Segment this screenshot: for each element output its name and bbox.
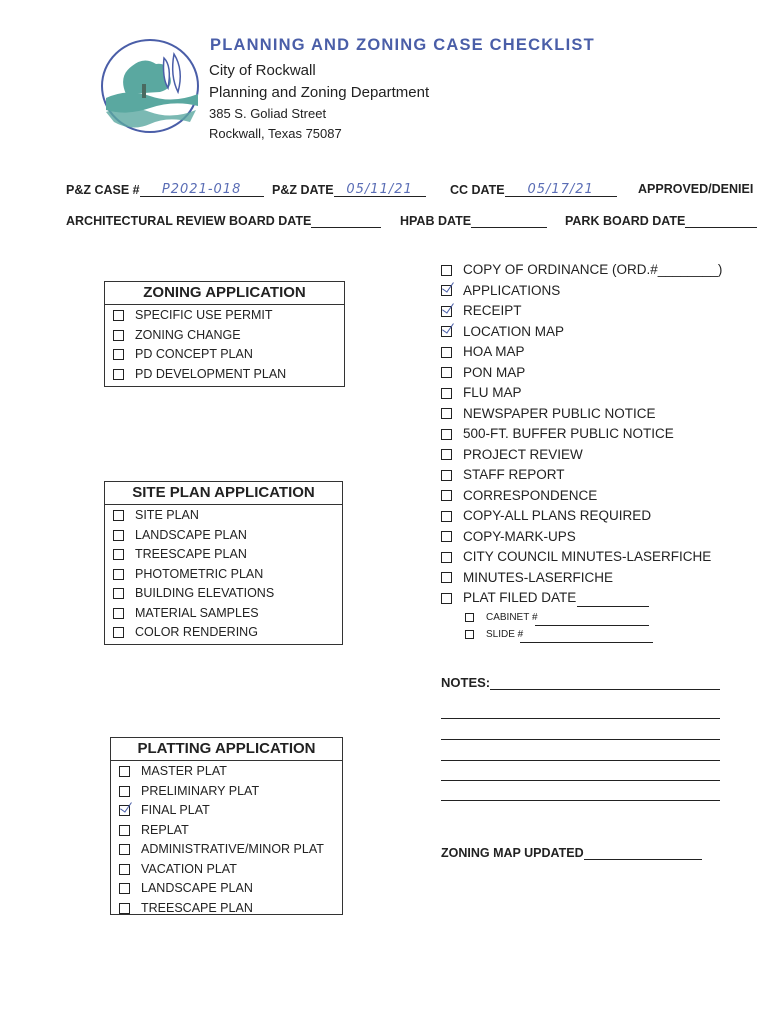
checkbox[interactable]: [113, 530, 124, 541]
pz-case-field: [66, 182, 264, 197]
checklist-item: [441, 506, 722, 527]
checklist-items: [441, 260, 722, 609]
site-plan-item: [113, 584, 342, 604]
checkbox[interactable]: [441, 511, 452, 522]
checkbox[interactable]: [119, 825, 130, 836]
checkbox[interactable]: [441, 408, 452, 419]
checkbox[interactable]: [119, 903, 130, 914]
checklist-item: [441, 363, 722, 384]
checklist-item-label: CITY COUNCIL MINUTES-LASERFICHE: [463, 549, 712, 564]
checkbox[interactable]: [441, 367, 452, 378]
document-checklist: [441, 260, 722, 643]
platting-item: [119, 840, 342, 860]
site-plan-item: [113, 604, 342, 624]
arb-date-label: ARCHITECTURAL REVIEW BOARD DATE: [66, 214, 312, 228]
checkbox[interactable]: [441, 306, 452, 317]
checkbox[interactable]: [441, 265, 452, 276]
zoning-application-title: ZONING APPLICATION: [105, 282, 344, 305]
checkbox[interactable]: [119, 786, 130, 797]
checkbox[interactable]: [119, 844, 130, 855]
site-plan-item: [113, 565, 342, 585]
pz-date-input[interactable]: [334, 182, 426, 197]
site-plan-item-label: MATERIAL SAMPLES: [135, 605, 259, 620]
site-plan-items: [105, 505, 342, 643]
site-plan-item-label: SITE PLAN: [135, 508, 199, 522]
checklist-sub-item-label: SLIDE #: [486, 628, 524, 640]
zoning-item-label: PD DEVELOPMENT PLAN: [135, 366, 287, 381]
notes-line[interactable]: [441, 739, 720, 740]
site-plan-application-box: [104, 481, 343, 645]
zoning-map-updated-field: [441, 845, 702, 860]
checkbox[interactable]: [119, 766, 130, 777]
zoning-item: [113, 345, 344, 365]
checklist-item: [441, 383, 722, 404]
zoning-item: [113, 326, 344, 346]
checklist-item: [441, 424, 722, 445]
checklist-item-label: MINUTES-LASERFICHE: [463, 569, 614, 585]
zoning-item: [113, 306, 344, 326]
checkbox[interactable]: [119, 864, 130, 875]
checklist-item: [441, 445, 722, 466]
checkbox[interactable]: [465, 613, 474, 622]
checkbox[interactable]: [119, 883, 130, 894]
hpab-date-field: [400, 213, 547, 228]
checkbox[interactable]: [113, 349, 124, 360]
platting-item: [119, 821, 342, 841]
approved-denied-label: APPROVED/DENIEI: [638, 182, 754, 196]
park-board-date-label: PARK BOARD DATE: [565, 214, 686, 228]
cc-date-input[interactable]: [505, 182, 617, 197]
checklist-item-label: 500-FT. BUFFER PUBLIC NOTICE: [463, 426, 674, 441]
checkbox[interactable]: [441, 552, 452, 563]
platting-item: [119, 860, 342, 880]
checklist-item: [441, 281, 722, 302]
pz-case-label: P&Z CASE #: [66, 183, 140, 197]
checklist-item: [441, 568, 722, 589]
slide-input[interactable]: [520, 628, 653, 643]
zoning-items: [105, 305, 344, 384]
checklist-item-label: HOA MAP: [463, 344, 525, 359]
arb-date-input[interactable]: [311, 213, 381, 228]
checklist-item-label: NEWSPAPER PUBLIC NOTICE: [463, 405, 656, 421]
pz-date-value: 05/11/21: [346, 182, 413, 197]
checkbox[interactable]: [441, 326, 452, 337]
notes-line[interactable]: [441, 800, 720, 801]
checklist-item-label: PON MAP: [463, 364, 526, 380]
platting-item-label: TREESCAPE PLAN: [141, 900, 253, 915]
platting-item-label: ADMINISTRATIVE/MINOR PLAT: [141, 842, 324, 856]
plat-filed-date-input[interactable]: [577, 592, 649, 607]
zoning-item-label: SPECIFIC USE PERMIT: [135, 308, 273, 322]
pz-date-label: P&Z DATE: [272, 183, 334, 197]
platting-application-box: [110, 737, 343, 915]
site-plan-item-label: COLOR RENDERING: [135, 625, 258, 639]
checklist-item: [441, 527, 722, 548]
pz-date-field: [272, 182, 426, 197]
notes-line[interactable]: [490, 689, 720, 690]
checklist-item-label: COPY-ALL PLANS REQUIRED: [463, 508, 652, 523]
checklist-item: [441, 547, 722, 568]
platting-item-label: LANDSCAPE PLAN: [141, 881, 253, 895]
checklist-item-label: COPY OF ORDINANCE (ORD.#________): [463, 262, 723, 277]
checklist-item-label: STAFF REPORT: [463, 467, 565, 482]
platting-item: [119, 879, 342, 899]
checkbox[interactable]: [113, 549, 124, 560]
checklist-item-label: APPLICATIONS: [463, 282, 561, 298]
street-address: 385 S. Goliad Street: [209, 106, 327, 121]
site-plan-application-title: SITE PLAN APPLICATION: [105, 482, 342, 505]
zoning-item: [113, 365, 344, 385]
zoning-item-label: ZONING CHANGE: [135, 327, 241, 342]
site-plan-item: [113, 545, 342, 565]
site-plan-item: [113, 506, 342, 526]
checkbox[interactable]: [113, 310, 124, 321]
park-board-date-input[interactable]: [685, 213, 757, 228]
site-plan-item-label: PHOTOMETRIC PLAN: [135, 566, 264, 581]
notes-line[interactable]: [441, 718, 720, 719]
checklist-sub-item-label: CABINET #: [486, 611, 538, 623]
platting-item: [119, 762, 342, 782]
site-plan-item-label: TREESCAPE PLAN: [135, 547, 247, 561]
hpab-date-label: HPAB DATE: [400, 214, 472, 228]
cabinet-input[interactable]: [535, 611, 649, 626]
zoning-application-box: [104, 281, 345, 387]
checkbox[interactable]: [441, 572, 452, 583]
checkbox[interactable]: [113, 510, 124, 521]
platting-item-label: MASTER PLAT: [141, 764, 227, 778]
checkbox[interactable]: [441, 490, 452, 501]
arb-date-field: [66, 213, 381, 228]
platting-item-label: REPLAT: [141, 822, 189, 837]
checklist-item-label: PLAT FILED DATE: [463, 590, 577, 605]
checkbox[interactable]: [113, 330, 124, 341]
checklist-item: [441, 301, 722, 322]
checkbox[interactable]: [441, 593, 452, 604]
pz-case-value: P2021-018: [161, 182, 242, 197]
platting-item-label: PRELIMINARY PLAT: [141, 783, 260, 798]
checklist-item-label: COPY-MARK-UPS: [463, 528, 576, 544]
cc-date-label: CC DATE: [450, 183, 505, 197]
checklist-item-label: CORRESPONDENCE: [463, 487, 598, 503]
site-plan-item-label: LANDSCAPE PLAN: [135, 527, 247, 542]
checkbox[interactable]: [113, 369, 124, 380]
checklist-item-label: RECEIPT: [463, 303, 522, 318]
platting-item-label: FINAL PLAT: [141, 803, 210, 817]
zoning-map-updated-label: ZONING MAP UPDATED: [441, 846, 584, 860]
document-title: PLANNING AND ZONING CASE CHECKLIST: [210, 36, 595, 54]
pz-case-input[interactable]: [140, 182, 264, 197]
site-plan-item: [113, 526, 342, 546]
notes-line[interactable]: [441, 760, 720, 761]
platting-item: [119, 899, 342, 919]
notes-line[interactable]: [441, 780, 720, 781]
platting-item-label: VACATION PLAT: [141, 861, 237, 876]
hpab-date-input[interactable]: [471, 213, 547, 228]
checkbox[interactable]: [441, 388, 452, 399]
checklist-item: [441, 260, 722, 281]
platting-item: [119, 782, 342, 802]
checkbox[interactable]: [113, 627, 124, 638]
checkbox[interactable]: [113, 608, 124, 619]
checklist-item-label: FLU MAP: [463, 385, 522, 400]
checkbox[interactable]: [441, 347, 452, 358]
notes-label: NOTES:: [441, 675, 491, 690]
park-board-date-field: [565, 213, 757, 228]
city-state-zip: Rockwall, Texas 75087: [209, 126, 342, 141]
site-plan-item-label: BUILDING ELEVATIONS: [135, 586, 275, 600]
checkbox[interactable]: [441, 470, 452, 481]
city-logo: [98, 36, 206, 136]
checkbox[interactable]: [441, 429, 452, 440]
cc-date-value: 05/17/21: [527, 182, 594, 197]
checkbox[interactable]: [441, 449, 452, 460]
checkbox[interactable]: [113, 569, 124, 580]
checkbox[interactable]: [441, 531, 452, 542]
checklist-item: [441, 322, 722, 343]
checkbox[interactable]: [119, 805, 130, 816]
checklist-item: [441, 486, 722, 507]
site-plan-item: [113, 623, 342, 643]
checklist-item: [441, 465, 722, 486]
platting-items: [111, 761, 342, 918]
checkbox[interactable]: [465, 630, 474, 639]
platting-application-title: PLATTING APPLICATION: [111, 738, 342, 761]
zoning-map-updated-input[interactable]: [584, 845, 702, 860]
cc-date-field: [450, 182, 617, 197]
checkbox[interactable]: [441, 285, 452, 296]
platting-item: [119, 801, 342, 821]
checklist-item-label: PROJECT REVIEW: [463, 446, 583, 462]
department-name: Planning and Zoning Department: [209, 84, 430, 101]
checklist-item-label: LOCATION MAP: [463, 323, 565, 339]
city-name: City of Rockwall: [209, 62, 316, 79]
checkbox[interactable]: [113, 588, 124, 599]
checklist-item: [441, 342, 722, 363]
checklist-item: [441, 404, 722, 425]
zoning-item-label: PD CONCEPT PLAN: [135, 347, 253, 361]
